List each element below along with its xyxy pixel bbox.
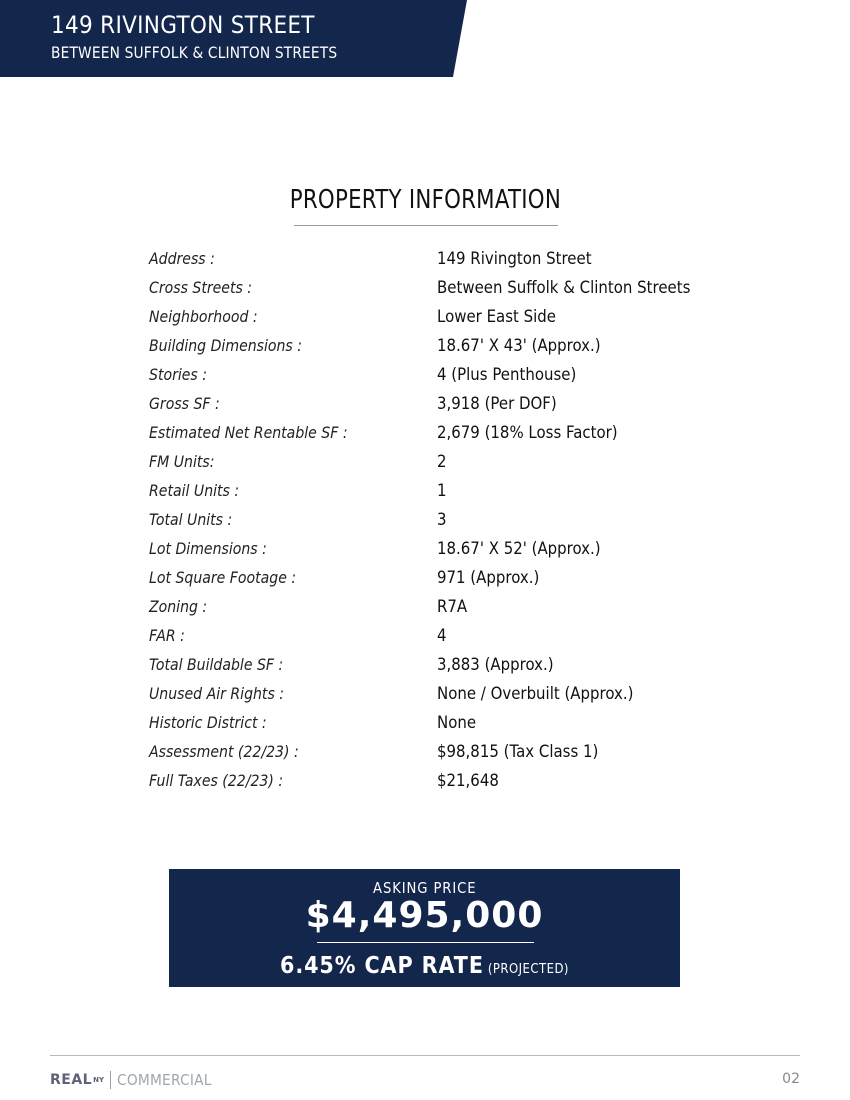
info-value: 18.67' X 52' (Approx.) [437,538,601,559]
info-row-lot-square-footage [149,563,749,592]
info-row-zoning [149,592,749,621]
info-row-retail-units [149,476,749,505]
info-row-building-dimensions [149,331,749,360]
info-label: Building Dimensions : [149,336,302,355]
info-value: Between Suffolk & Clinton Streets [437,277,691,298]
info-label: Historic District : [149,713,267,732]
section-title: PROPERTY INFORMATION [289,185,561,215]
info-row-net-rentable-sf [149,418,749,447]
info-row-full-taxes [149,766,749,795]
info-row-cross-streets [149,273,749,302]
asking-price-label: ASKING PRICE [372,879,477,897]
info-label: Estimated Net Rentable SF : [149,423,348,442]
asking-price-value: $4,495,000 [305,895,544,936]
info-value: Lower East Side [437,306,556,327]
info-value: 3,883 (Approx.) [437,654,554,675]
price-divider [317,942,534,943]
info-row-total-buildable-sf [149,650,749,679]
info-row-fm-units [149,447,749,476]
info-row-neighborhood [149,302,749,331]
info-value: 1 [437,480,447,501]
info-label: FAR : [149,626,185,645]
company-logo [50,1070,220,1090]
info-value: 4 [437,625,447,646]
logo-real-text: REAL [50,1072,93,1088]
info-value: 2 [437,451,447,472]
info-value: None / Overbuilt (Approx.) [437,683,634,704]
info-value: 18.67' X 43' (Approx.) [437,335,601,356]
logo-ny-superscript: NY [93,1076,105,1084]
info-label: FM Units: [149,452,215,471]
logo-divider [110,1071,111,1089]
info-row-far [149,621,749,650]
info-label: Gross SF : [149,394,220,413]
info-row-assessment [149,737,749,766]
info-label: Lot Square Footage : [149,568,297,587]
info-value: 3,918 (Per DOF) [437,393,557,414]
cap-rate-line [169,953,680,979]
info-label: Assessment (22/23) : [149,742,299,761]
info-label: Retail Units : [149,481,240,500]
cap-rate-value: 6.45% CAP RATE [280,953,484,979]
asking-price-box [169,869,680,987]
property-info-table [149,244,749,795]
info-label: Zoning : [149,597,208,616]
info-value: $98,815 (Tax Class 1) [437,741,599,762]
info-row-gross-sf [149,389,749,418]
info-row-unused-air-rights [149,679,749,708]
info-label: Unused Air Rights : [149,684,285,703]
footer-divider [50,1055,800,1056]
info-label: Stories : [149,365,207,384]
info-value: R7A [437,596,468,617]
info-value: 3 [437,509,447,530]
info-label: Total Buildable SF : [149,655,284,674]
property-subtitle: BETWEEN SUFFOLK & CLINTON STREETS [51,43,338,62]
cap-rate-note: (PROJECTED) [487,962,569,977]
info-row-historic-district [149,708,749,737]
info-value: 149 Rivington Street [437,248,592,269]
info-value: $21,648 [437,770,499,791]
info-label: Address : [149,249,215,268]
info-value: 971 (Approx.) [437,567,540,588]
logo-commercial-text: COMMERCIAL [117,1071,212,1089]
info-row-total-units [149,505,749,534]
info-value: 4 (Plus Penthouse) [437,364,577,385]
page-number: 02 [782,1071,800,1087]
section-divider [294,225,558,226]
info-label: Total Units : [149,510,233,529]
info-value: None [437,712,477,733]
info-label: Neighborhood : [149,307,258,326]
info-row-stories [149,360,749,389]
info-value: 2,679 (18% Loss Factor) [437,422,618,443]
info-label: Full Taxes (22/23) : [149,771,284,790]
info-row-address [149,244,749,273]
info-row-lot-dimensions [149,534,749,563]
info-label: Cross Streets : [149,278,253,297]
info-label: Lot Dimensions : [149,539,267,558]
property-title: 149 RIVINGTON STREET [51,11,315,39]
